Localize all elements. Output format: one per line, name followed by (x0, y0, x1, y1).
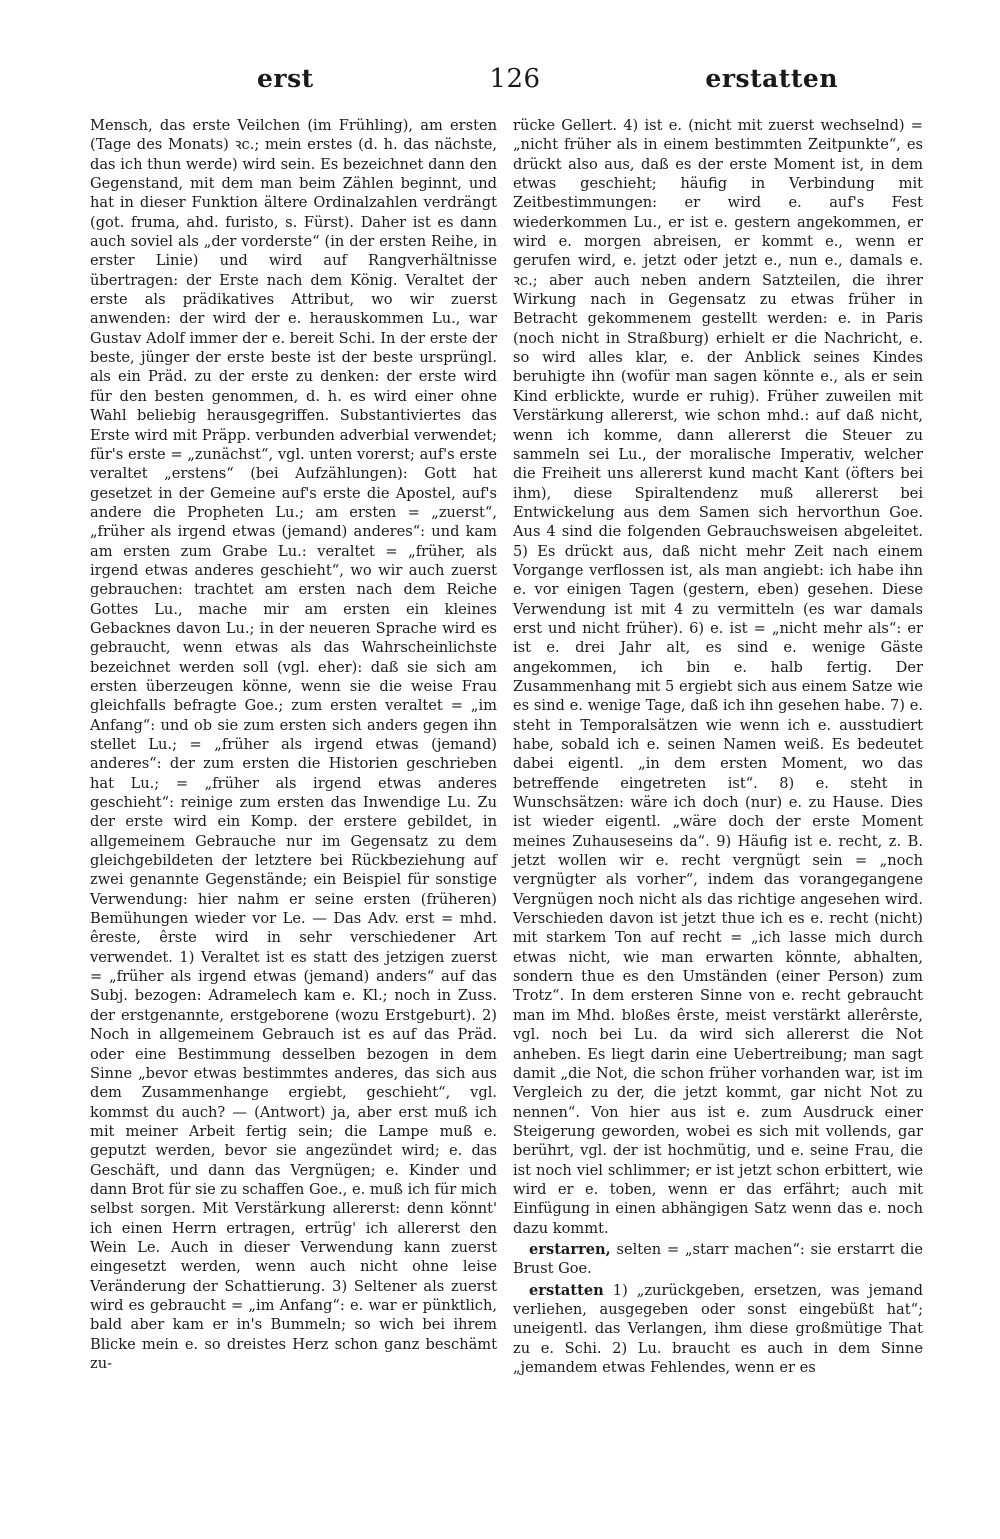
entry-erstarren (513, 1240, 923, 1279)
entry-erstarren-word: erstarren, (529, 1240, 611, 1258)
header-right-word: erstatten (705, 64, 838, 93)
header-left-word: erst (257, 64, 314, 93)
entry-erstatten-text: 1) „zurückgeben, ersetzen, was jemand verliehen, ausgegeben oder sonst eingebüßt hat“; uneigentl. das Verlangen, ihm diese großmütige That zu e. Schi. 2) Lu. braucht es auch in dem Sinne „jemandem etwas Fehlendes, wenn er es (513, 1281, 923, 1376)
entry-erstatten-word: erstatten (529, 1281, 604, 1299)
right-column-paragraph: rücke Gellert. 4) ist e. (nicht mit zuerst wechselnd) = „nicht früher als in einem bestimmten Zeitpunkte“, es drückt also aus, daß es der erste Moment ist, in dem etwas geschieht; häufig in Verbindung mit Zeitbestimmungen: er wird e. auf's Fest wiederkommen Lu., er ist e. gestern angekommen, er wird e. morgen abreisen, er kommt e., wenn er gerufen wird, e. jetzt oder jetzt e., nun e., damals e. ꝛc.; aber auch neben andern Satzteilen, die ihrer Wirkung nach in Gegensatz zu etwas früher in Betracht gekommenem gestellt werden: e. in Paris (noch nicht in Straßburg) erhielt er die Nachricht, e. so wird alles klar, e. der Anblick seines Kindes beruhigte ihn (wofür man sagen könnte e., als er sein Kind erblickte, wurde er ruhig). Früher zuweilen mit Verstärkung allererst, wie schon mhd.: auf daß nicht, wenn ich komme, dann allererst die Steuer zu sammeln sei Lu., der moralische Imperativ, welcher die Freiheit uns allererst kund macht Kant (öfters bei ihm), diese Spiraltendenz muß allererst bei Entwickelung aus dem Samen sich hervorthun Goe. Aus 4 sind die folgenden Gebrauchsweisen abgeleitet. 5) Es drückt aus, daß nicht mehr Zeit nach einem Vorgange verflossen ist, als man angiebt: ich habe ihn e. vor einigen Tagen (gestern, eben) gesehen. Diese Verwendung ist mit 4 zu vermitteln (es war damals erst und nicht früher). 6) e. ist = „nicht mehr als“: er ist e. drei Jahr alt, es sind e. wenige Gäste angekommen, ich bin e. halb fertig. Der Zusammenhang mit 5 ergiebt sich aus einem Satze wie es sind e. wenige Tage, daß ich ihn gesehen habe. 7) e. steht in Temporalsätzen wie wenn ich e. ausstudiert habe, sobald ich e. seinen Namen weiß. Es bedeutet dabei eigentl. „in dem ersten Moment, wo das betreffende eingetreten ist“. 8) e. steht in Wunschsätzen: wäre ich doch (nur) e. zu Hause. Dies ist wieder eigentl. „wäre doch der erste Moment meines Zuhauseseins da“. 9) Häufig ist e. recht, z. B. jetzt wollen wir e. recht vergnügt sein = „noch vergnügter als vorher“, indem das vorangegangene Vergnügen noch nicht als das richtige angesehen wird. Verschieden davon ist jetzt thue ich es e. recht (nicht) mit starkem Ton auf recht = „ich lasse mich durch etwas nicht, wie man erwarten könnte, abhalten, sondern thue es den Umständen (einer Person) zum Trotz“. In dem ersteren Sinne von e. recht gebraucht man im Mhd. bloßes êrste, meist verstärkt allerêrste, vgl. noch bei Lu. da wird sich allererst die Not anheben. Es liegt darin eine Uebertreibung; man sagt damit „die Not, die schon früher vorhanden war, ist im Vergleich zu der, die jetzt kommt, gar nicht Not zu nennen“. Von hier aus ist e. zum Ausdruck einer Steigerung geworden, wobei es sich mit vollends, gar berührt, vgl. der ist hochmütig, und e. seine Frau, die ist noch viel schlimmer; er ist jetzt schon erbittert, wie wird er e. toben, wenn er das erfährt; auch mit Einfügung in einen abhängigen Satz wenn das e. noch dazu kommt. (513, 117, 923, 1237)
entry-erstarren-text: selten = „starr machen“: sie erstarrt die Brust Goe. (513, 1240, 923, 1278)
page-number: 126 (489, 64, 541, 94)
left-column-text: Mensch, das erste Veilchen (im Frühling), am ersten (Tage des Monats) ꝛc.; mein erstes (d. h. das nächste, das ich thun werde) wird sein. Es bezeichnet dann den Gegenstand, mit dem man beim Zählen beginnt, und hat in dieser Funktion ältere Ordinalzahlen verdrängt (got. fruma, ahd. furisto, s. Fürst). Daher ist es dann auch soviel als „der vorderste“ (in der ersten Reihe, in erster Linie) und wird auf Rangverhältnisse übertragen: der Erste nach dem König. Veraltet der erste als prädikatives Attribut, wo wir zuerst anwenden: der wird der e. herauskommen Lu., war Gustav Adolf immer der e. bereit Schi. In der erste der beste, jünger der erste beste ist der beste ursprüngl. als ein Präd. zu der erste zu denken: der erste wird für den besten genommen, d. h. es wird einer ohne Wahl beliebig herausgegriffen. Substantiviertes das Erste wird mit Präpp. verbunden adverbial verwendet; für's erste = „zunächst“, vgl. unten vorerst; auf's erste veraltet „erstens“ (bei Aufzählungen): Gott hat gesetzet in der Gemeine auf's erste die Apostel, auf's andere die Propheten Lu.; am ersten = „zuerst“, „früher als irgend etwas (jemand) anderes“: und kam am ersten zum Grabe Lu.: veraltet = „früher, als irgend etwas anderes geschieht“, wo wir auch zuerst gebrauchen: trachtet am ersten nach dem Reiche Gottes Lu., mache mir am ersten ein kleines Gebacknes davon Lu.; in der neueren Sprache wird es gebraucht, wenn etwas als das Wahrscheinlichste bezeichnet werden soll (vgl. eher): daß sie sich am ersten überzeugen könne, wenn sie die weise Frau gleichfalls befragte Goe.; zum ersten veraltet = „im Anfang“: und ob sie zum ersten sich anders gegen ihn stellet Lu.; = „früher als irgend etwas (jemand) anderes“: der zum ersten die Historien geschrieben hat Lu.; = „früher als irgend etwas anderes geschieht“: reinige zum ersten das Inwendige Lu. Zu der erste wird ein Komp. der erstere gebildet, in allgemeinem Gebrauche nur im Gegensatz zu dem gleichgebildeten der letztere bei Rückbeziehung auf zwei genannte Gegenstände; ein Beispiel für sonstige Verwendung: hier nahm er seine ersten (früheren) Bemühungen wieder vor Le. — Das Adv. erst = mhd. êreste, êrste wird in sehr verschiedener Art verwendet. 1) Veraltet ist es statt des jetzigen zuerst = „früher als irgend etwas (jemand) anders“ auf das Subj. bezogen: Adramelech kam e. Kl.; noch in Zuss. der erstgenannte, erstgeborene (wozu Erstgeburt). 2) Noch in allgemeinem Gebrauch ist es auf das Präd. oder eine Bestimmung desselben bezogen in dem Sinne „bevor etwas bestimmtes anderes, das sich aus dem Zusammenhange ergiebt, geschieht“, vgl. kommst du auch? — (Antwort) ja, aber erst muß ich mit meiner Arbeit fertig sein; die Lampe muß e. geputzt werden, bevor sie angezündet wird; e. das Geschäft, und dann das Vergnügen; e. Kinder und dann Brot für sie zu schaffen Goe., e. muß ich für mich selbst sorgen. Mit Verstärkung allererst: denn könnt' ich einen Herrn ertragen, ertrüg' ich allererst den Wein Le. Auch in dieser Verwendung kann zuerst eingesetzt werden, wenn auch nicht ohne leise Veränderung der Schattierung. 3) Seltener als zuerst wird es gebraucht = „im Anfang“: e. war er pünktlich, bald aber kam er in's Bummeln; so wich bei ihrem Blicke mein e. so dreistes Herz schon ganz beschämt zu- (90, 117, 497, 1372)
right-column (513, 116, 923, 1377)
left-column (90, 116, 497, 1373)
entry-erstatten (513, 1281, 923, 1378)
page-header (92, 64, 938, 108)
